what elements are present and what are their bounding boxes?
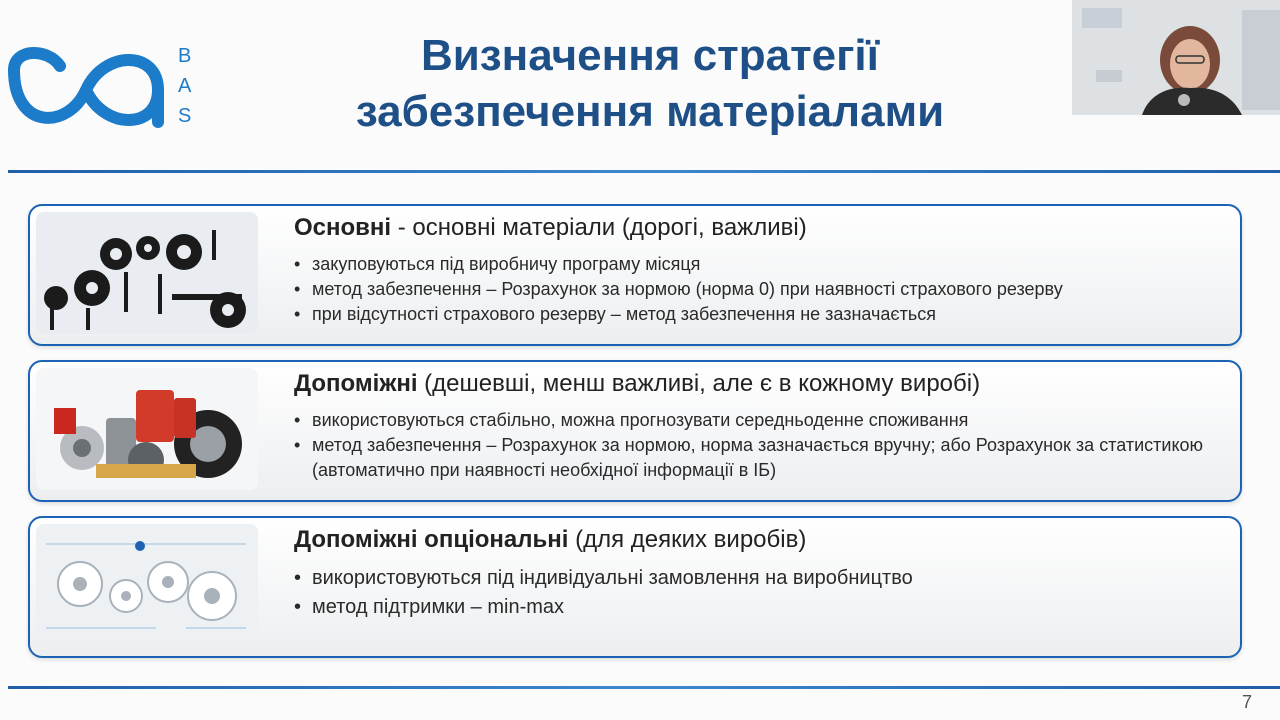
card-auxiliary-heading-rest: (дешевші, менш важливі, але є в кожному виробі) [417,370,981,397]
list-item: • метод забезпечення – Розрахунок за нормою, норма зазначається вручну; або Розрахунок за статистикою (автоматично при наявності необхідної інформації в ІБ) [294,433,1230,483]
card-auxiliary-heading [294,368,1230,400]
card-optional-bullets [294,564,1230,622]
page-number: 7 [1241,692,1252,712]
logo-letter-b: B [178,45,192,67]
card-main-heading-rest: - основні матеріали (дорогі, важливі) [391,214,807,241]
slide-title-line-2: забезпечення матеріалами [355,87,945,136]
card-optional-materials [28,516,1242,658]
gears-teamwork-image [36,212,258,334]
slide-title [240,28,1060,140]
card-main-text [294,212,1230,327]
bas-logo [8,40,198,130]
list-item: • використовуються стабільно, можна прогнозувати середньоденне споживання [294,408,1230,433]
card-optional-heading-bold: Допоміжні опціональні [294,526,569,553]
card-main-heading-bold: Основні [294,214,392,241]
list-item: • при відсутності страхового резерву – метод забезпечення не зазначається [294,302,1230,327]
card-auxiliary-heading-bold: Допоміжні [294,370,418,397]
gear-blueprint-image [36,524,258,646]
card-optional-heading [294,524,1230,556]
card-main-heading [294,212,1230,244]
list-item: • закуповуються під виробничу програму місяця [294,252,1230,277]
list-item: • метод забезпечення – Розрахунок за нормою (норма 0) при наявності страхового резерву [294,277,1230,302]
logo-letter-a: A [178,75,192,97]
top-divider [8,170,1280,173]
bottom-divider [8,686,1280,689]
slide-title-line-1: Визначення стратегії [420,31,880,80]
list-item: • метод підтримки – min-max [294,593,1230,622]
card-optional-heading-rest: (для деяких виробів) [568,526,807,553]
car-parts-image [36,368,258,490]
card-auxiliary-text [294,368,1230,483]
card-auxiliary-bullets [294,408,1230,483]
card-main-bullets [294,252,1230,327]
card-auxiliary-materials [28,360,1242,502]
card-main-materials [28,204,1242,346]
card-optional-text [294,524,1230,622]
logo-letter-s: S [178,105,192,127]
webcam-video [1072,0,1280,115]
list-item: • використовуються під індивідуальні замовлення на виробництво [294,564,1230,593]
